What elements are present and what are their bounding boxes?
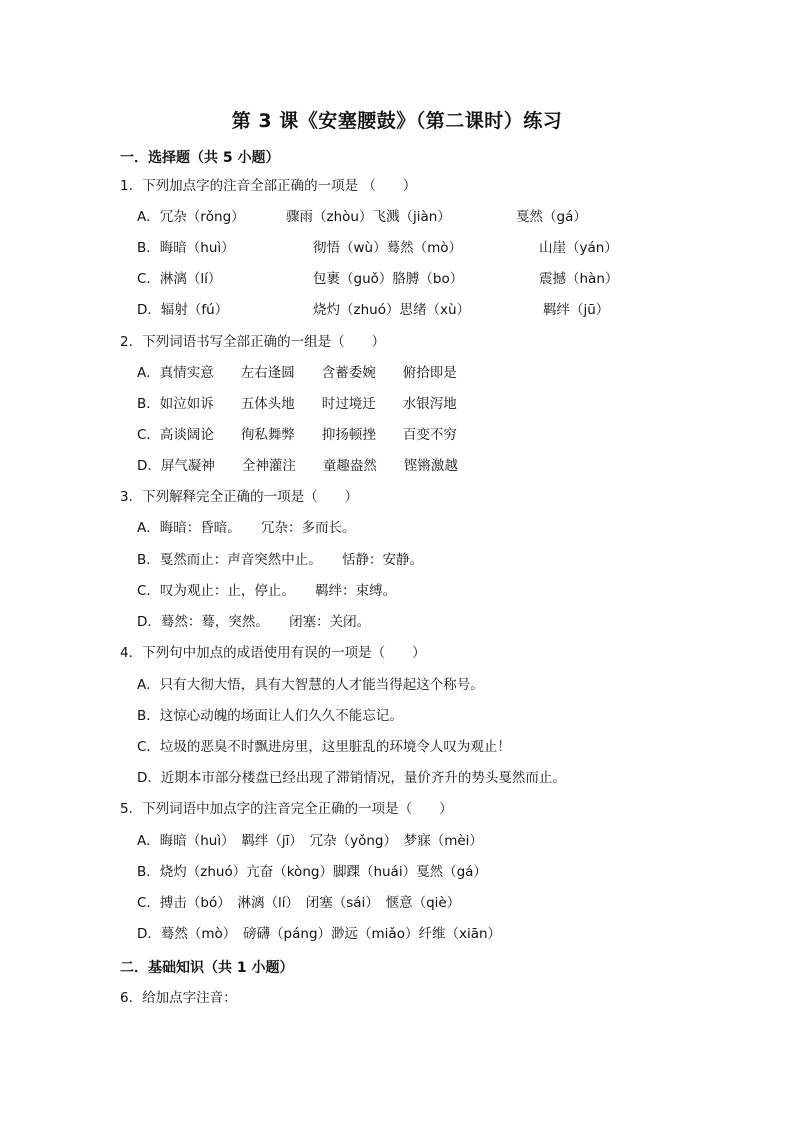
- q4-option-d: D．近期本市部分楼盘已经出现了滞销情况，量价齐升的势头戛然而止。: [137, 770, 566, 786]
- q4-option-a: A．只有大彻大悟，具有大智慧的人才能当得起这个称号。: [137, 677, 484, 693]
- q2-option-c: C．高谈阔论 徇私舞弊 抑扬顿挫 百变不穷: [137, 427, 457, 443]
- q1-option-a-col1: A．冗杂（rǒng）: [137, 209, 245, 225]
- q1-option-a-col3: 戛然（gá）: [516, 209, 587, 225]
- question-2-stem: 2．下列词语书写全部正确的一组是（ ）: [120, 334, 386, 350]
- q5-option-c: C．搏击（bó） 淋漓（lí） 闭塞（sái） 惬意（qiè）: [137, 895, 461, 911]
- question-5-stem: 5．下列词语中加点字的注音完全正确的一项是（ ）: [120, 801, 453, 817]
- q1-option-d-col1: D．辐射（fú）: [137, 302, 229, 318]
- q1-option-c-col1: C．淋漓（lí）: [137, 271, 222, 287]
- q5-option-d: D．蓦然（mò） 磅礴（páng）渺远（miǎo）纤维（xiān）: [137, 926, 502, 942]
- q1-option-b-col2: 彻悟（wù）蓦然（mò）: [313, 240, 463, 256]
- q3-option-c: C．叹为观止：止，停止。 羁绊：束缚。: [137, 583, 397, 599]
- q4-option-b: B．这惊心动魄的场面让人们久久不能忘记。: [137, 708, 403, 724]
- q1-option-c-col3: 震撼（hàn）: [539, 271, 619, 287]
- q2-option-b: B．如泣如诉 五体头地 时过境迁 水银泻地: [137, 396, 457, 412]
- question-1-stem: 1．下列加点字的注音全部正确的一项是 （ ）: [120, 178, 417, 194]
- question-4-stem: 4．下列句中加点的成语使用有误的一项是（ ）: [120, 645, 426, 661]
- section-heading-choice: 一．选择题（共 5 小题）: [120, 150, 280, 166]
- q1-option-d-col3: 羁绊（jū）: [543, 302, 610, 318]
- q1-option-a-col2: 骤雨（zhòu）飞溅（jiàn）: [286, 209, 451, 225]
- q3-option-b: B．戛然而止：声音突然中止。 恬静：安静。: [137, 552, 424, 568]
- q2-option-a: A．真情实意 左右逢圆 含蓄委婉 俯拾即是: [137, 365, 457, 381]
- section-heading-basics: 二．基础知识（共 1 小题）: [120, 960, 294, 976]
- q5-option-b: B．烧灼（zhuó）亢奋（kòng）脚踝（huái）戛然（gá）: [137, 864, 487, 880]
- q4-option-c: C．垃圾的恶臭不时飘进房里，这里脏乱的环境令人叹为观止！: [137, 739, 511, 755]
- question-3-stem: 3．下列解释完全正确的一项是（ ）: [120, 489, 359, 505]
- q2-option-d: D．屏气凝神 全神灌注 童趣盎然 铿锵激越: [137, 458, 458, 474]
- question-6-stem: 6．给加点字注音：: [120, 990, 237, 1006]
- q1-option-b-col1: B．晦暗（huì）: [137, 240, 235, 256]
- q5-option-a: A．晦暗（huì） 羁绊（jī） 冗杂（yǒng） 梦寐（mèi）: [137, 833, 483, 849]
- q3-option-a: A．晦暗：昏暗。 冗杂：多而长。: [137, 520, 356, 536]
- page-title: 第 3 课《安塞腰鼓》（第二课时）练习: [231, 110, 563, 132]
- q1-option-b-col3: 山崖（yán）: [539, 240, 618, 256]
- q1-option-d-col2: 烧灼（zhuó）思绪（xù）: [313, 302, 471, 318]
- q3-option-d: D．蓦然：蓦，突然。 闭塞：关闭。: [137, 614, 371, 630]
- q1-option-c-col2: 包裹（guǒ）胳膊（bo）: [313, 271, 464, 287]
